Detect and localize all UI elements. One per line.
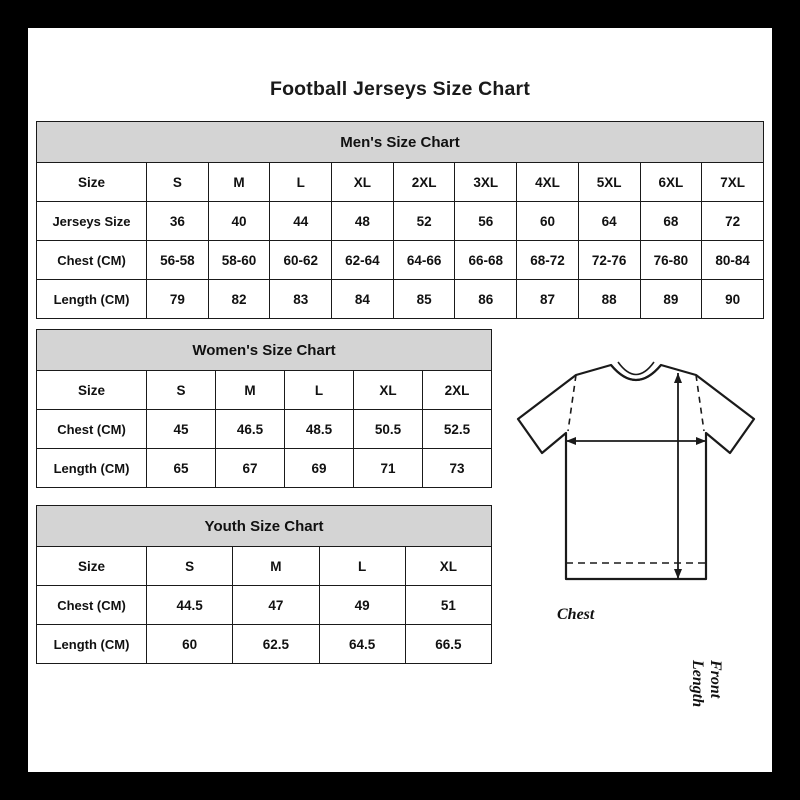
cell: 72 xyxy=(702,202,764,241)
size-chart-page xyxy=(28,28,772,772)
row-label: Jerseys Size xyxy=(37,202,147,241)
table-row xyxy=(37,163,764,202)
cell: XL xyxy=(354,371,423,410)
cell: M xyxy=(233,547,319,586)
cell: XL xyxy=(405,547,491,586)
row-label: Size xyxy=(37,163,147,202)
womens-chart-caption: Women's Size Chart xyxy=(37,330,492,371)
cell: 58-60 xyxy=(208,241,270,280)
cell: S xyxy=(147,371,216,410)
cell: 86 xyxy=(455,280,517,319)
row-label: Chest (CM) xyxy=(37,586,147,625)
table-row xyxy=(37,586,492,625)
cell: 36 xyxy=(147,202,209,241)
cell: 40 xyxy=(208,202,270,241)
womens-size-chart-table xyxy=(36,329,492,488)
cell: 44 xyxy=(270,202,332,241)
cell: 88 xyxy=(578,280,640,319)
cell: 52.5 xyxy=(423,410,492,449)
cell: 64-66 xyxy=(393,241,455,280)
row-label: Size xyxy=(37,547,147,586)
cell: S xyxy=(147,547,233,586)
jersey-diagram xyxy=(506,357,766,708)
cell: 45 xyxy=(147,410,216,449)
table-caption-row xyxy=(37,330,492,371)
row-label: Length (CM) xyxy=(37,280,147,319)
cell: 71 xyxy=(354,449,423,488)
table-row xyxy=(37,202,764,241)
row-label: Chest (CM) xyxy=(37,410,147,449)
cell: 3XL xyxy=(455,163,517,202)
cell: 51 xyxy=(405,586,491,625)
cell: L xyxy=(319,547,405,586)
table-caption-row xyxy=(37,122,764,163)
cell: S xyxy=(147,163,209,202)
page-title: Football Jerseys Size Chart xyxy=(269,78,531,100)
cell: 47 xyxy=(233,586,319,625)
cell: 60-62 xyxy=(270,241,332,280)
cell: M xyxy=(208,163,270,202)
cell: 62.5 xyxy=(233,625,319,664)
youth-chart-caption: Youth Size Chart xyxy=(37,506,492,547)
cell: 50.5 xyxy=(354,410,423,449)
cell: 60 xyxy=(517,202,579,241)
cell: 2XL xyxy=(423,371,492,410)
cell: 80-84 xyxy=(702,241,764,280)
table-row xyxy=(37,371,492,410)
cell: 87 xyxy=(517,280,579,319)
cell: 60 xyxy=(147,625,233,664)
cell: 67 xyxy=(216,449,285,488)
cell: 73 xyxy=(423,449,492,488)
cell: 83 xyxy=(270,280,332,319)
cell: 48.5 xyxy=(285,410,354,449)
cell: 7XL xyxy=(702,163,764,202)
table-caption-row xyxy=(37,506,492,547)
cell: 90 xyxy=(702,280,764,319)
cell: 62-64 xyxy=(332,241,394,280)
jersey-outline-icon xyxy=(506,357,766,637)
chest-measure-label: Chest xyxy=(554,606,597,624)
table-row xyxy=(37,280,764,319)
youth-size-chart-table xyxy=(36,505,492,664)
table-row xyxy=(37,241,764,280)
table-row xyxy=(37,547,492,586)
front-length-measure-label: Front Length xyxy=(688,657,724,710)
cell: 66-68 xyxy=(455,241,517,280)
cell: 84 xyxy=(332,280,394,319)
cell: 68 xyxy=(640,202,702,241)
cell: 89 xyxy=(640,280,702,319)
cell: 69 xyxy=(285,449,354,488)
cell: L xyxy=(285,371,354,410)
cell: 44.5 xyxy=(147,586,233,625)
cell: 5XL xyxy=(578,163,640,202)
cell: 72-76 xyxy=(578,241,640,280)
cell: 66.5 xyxy=(405,625,491,664)
cell: 48 xyxy=(332,202,394,241)
cell: 6XL xyxy=(640,163,702,202)
table-row xyxy=(37,410,492,449)
cell: 49 xyxy=(319,586,405,625)
table-row xyxy=(37,449,492,488)
table-row xyxy=(37,625,492,664)
cell: 2XL xyxy=(393,163,455,202)
cell: 52 xyxy=(393,202,455,241)
row-label: Length (CM) xyxy=(37,625,147,664)
cell: 82 xyxy=(208,280,270,319)
row-label: Size xyxy=(37,371,147,410)
cell: 56-58 xyxy=(147,241,209,280)
mens-size-chart-table xyxy=(36,121,764,319)
cell: L xyxy=(270,163,332,202)
cell: 79 xyxy=(147,280,209,319)
cell: 65 xyxy=(147,449,216,488)
row-label: Length (CM) xyxy=(37,449,147,488)
cell: M xyxy=(216,371,285,410)
cell: 76-80 xyxy=(640,241,702,280)
cell: 68-72 xyxy=(517,241,579,280)
cell: 64.5 xyxy=(319,625,405,664)
cell: 56 xyxy=(455,202,517,241)
cell: XL xyxy=(332,163,394,202)
cell: 64 xyxy=(578,202,640,241)
mens-chart-caption: Men's Size Chart xyxy=(37,122,764,163)
cell: 46.5 xyxy=(216,410,285,449)
cell: 4XL xyxy=(517,163,579,202)
row-label: Chest (CM) xyxy=(37,241,147,280)
cell: 85 xyxy=(393,280,455,319)
